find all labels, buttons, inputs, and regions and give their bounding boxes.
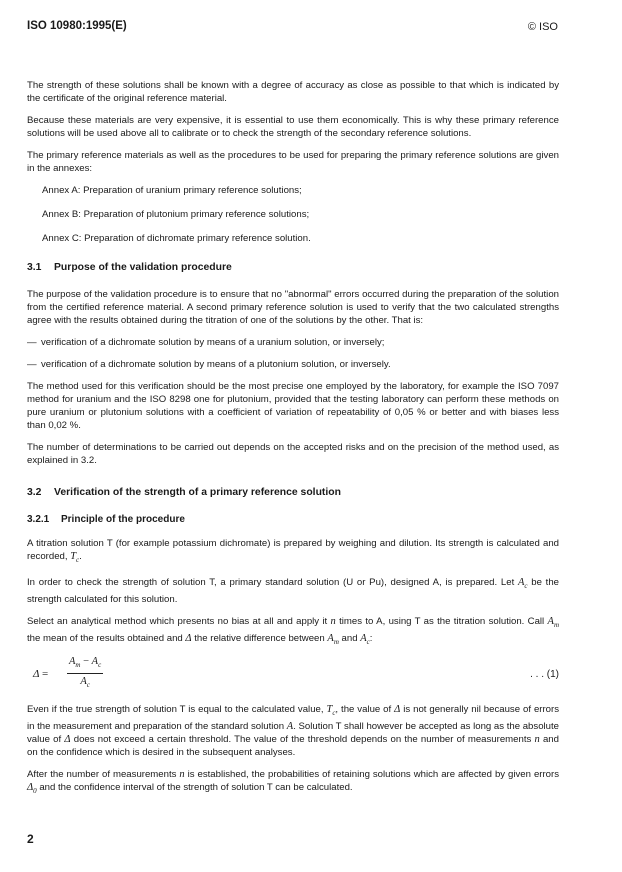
section-title: Purpose of the validation procedure	[54, 262, 232, 273]
s321-paragraph-1	[27, 537, 559, 567]
symbol-delta: Δ	[394, 704, 401, 716]
text-run: Even if the true strength of solution T is equal to the calculated value,	[27, 704, 327, 716]
dash-mark: —	[27, 337, 37, 348]
text-run: After the number of measurements	[27, 769, 180, 781]
s31-paragraph-3: The number of determinations to be carried out depends on the accepted risks and on the precision of the method used, as explained in 3.2.	[27, 442, 559, 466]
text-run: In order to check the strength of solution T, a primary standard solution (U or Pu), designed A, is prepared. Let	[27, 577, 518, 589]
text-run: . Solution T shall however be accepted as long as the absolute value of	[27, 721, 559, 746]
equation-number: . . . (1)	[530, 669, 559, 681]
equation-lhs: Δ =	[33, 668, 49, 681]
intro-paragraph-3: The primary reference materials as well as the procedures to be used for preparing the primary reference solutions are given in the annexes:	[27, 150, 559, 174]
list-item	[27, 336, 559, 349]
document-id: ISO 10980:1995(E)	[27, 20, 127, 32]
section-title: Verification of the strength of a primary reference solution	[54, 487, 341, 498]
text-run: is not generally nil because of errors in the measurement and preparation of the standard solution	[27, 704, 559, 733]
dash-mark: —	[27, 359, 37, 370]
symbol-delta: Δ	[64, 734, 71, 746]
symbol-delta-0: $\Delta_0$	[27, 782, 37, 796]
list-item	[27, 358, 559, 371]
text-run: is established, the probabilities of retaining solutions which are affected by given errors	[184, 769, 559, 781]
fraction-denominator: $A_c$	[80, 676, 90, 690]
text-run: the relative difference between	[191, 633, 328, 645]
section-number: 3.2	[27, 487, 42, 498]
text-run: be the strength calculated for this solution.	[27, 577, 559, 606]
s31-paragraph-2: The method used for this verification should be the most precise one employed by the laboratory, for example the ISO 7097 method for uranium and the ISO 8298 one for plutonium, provided that the testing laboratory can perform these methods on pure uranium or plutonium solutions with a coefficient of variation of repeatability of 0,05 % or better and with biases less than 0,02 %.	[27, 381, 559, 431]
text-run: and	[338, 633, 361, 645]
equation-fraction	[67, 655, 103, 692]
list-item-text: verification of a dichromate solution by means of a uranium solution, or inversely;	[41, 337, 385, 348]
section-number: 3.1	[27, 262, 42, 273]
text-run: , the value of	[335, 704, 395, 716]
section-3-2-heading	[27, 486, 559, 499]
symbol-n: n	[330, 616, 336, 628]
text-run: and on the confidence which is desired in the subsequent analyses.	[27, 734, 559, 759]
text-run: A titration solution T (for example potassium dichromate) is prepared by weighing and dilution. Its strength is calculated and recorded,	[27, 538, 559, 562]
equation-1	[27, 653, 559, 695]
text-run: the mean of the results obtained and	[27, 633, 186, 645]
text-run: times to A, using T as the titration solution. Call	[335, 616, 548, 628]
symbol-ac: $A_c$	[360, 633, 370, 647]
list-item-text: verification of a dichromate solution by means of a plutonium solution, or inversely.	[41, 359, 391, 370]
s321-paragraph-4	[27, 703, 559, 759]
s321-paragraph-5	[27, 768, 559, 798]
symbol-tc: $T_c$	[326, 704, 336, 718]
symbol-ac: $A_c$	[517, 577, 528, 591]
text-run: .	[79, 551, 82, 562]
symbol-delta: Δ	[185, 633, 192, 645]
fraction-numerator: $A_m - A_c$	[67, 655, 103, 674]
symbol-am: $A_m$	[327, 633, 339, 647]
symbol-n: n	[179, 769, 185, 781]
text-run: does not exceed a certain threshold. The value of the threshold depends on the number of measurements	[70, 734, 535, 746]
s321-paragraph-2	[27, 576, 559, 606]
text-run: Select an analytical method which presents no bias at all and apply it	[27, 616, 331, 628]
page-number: 2	[27, 832, 34, 846]
intro-paragraph-2: Because these materials are very expensive, it is essential to use them economically. This is why these primary reference solutions will be used above all to calibrate or to check the strength of the secondary reference solutions.	[27, 115, 559, 139]
annex-a-item: Annex A: Preparation of uranium primary reference solutions;	[42, 185, 302, 196]
subsection-3-2-1-heading	[27, 513, 559, 526]
symbol-am: $A_m$	[547, 616, 559, 630]
symbol-n: n	[534, 734, 540, 746]
page-body	[27, 79, 559, 808]
subsection-title: Principle of the procedure	[61, 514, 185, 525]
subsection-number: 3.2.1	[27, 514, 50, 525]
symbol-tc: $T_c$	[70, 551, 80, 565]
symbol-a: A	[286, 721, 294, 733]
s321-paragraph-3	[27, 615, 559, 649]
text-run: :	[369, 633, 373, 645]
copyright-mark: © ISO	[527, 21, 558, 33]
intro-paragraph-1: The strength of these solutions shall be known with a degree of accuracy as close as possible to that which is indicated by the certificate of the original reference material.	[27, 80, 559, 104]
section-3-1-heading	[27, 261, 559, 274]
annex-c-item: Annex C: Preparation of dichromate primary reference solution.	[42, 233, 311, 244]
annex-b-item: Annex B: Preparation of plutonium primary reference solutions;	[42, 209, 310, 220]
s31-paragraph-1: The purpose of the validation procedure is to ensure that no "abnormal" errors occurred during the preparation of the solution from the certified reference material. A second primary reference solution is used to verify that the two calculated strengths agree with the results obtained during the titration of one of the solutions by the other. That is:	[27, 289, 559, 326]
text-run: and the confidence interval of the strength of solution T can be calculated.	[36, 782, 353, 794]
